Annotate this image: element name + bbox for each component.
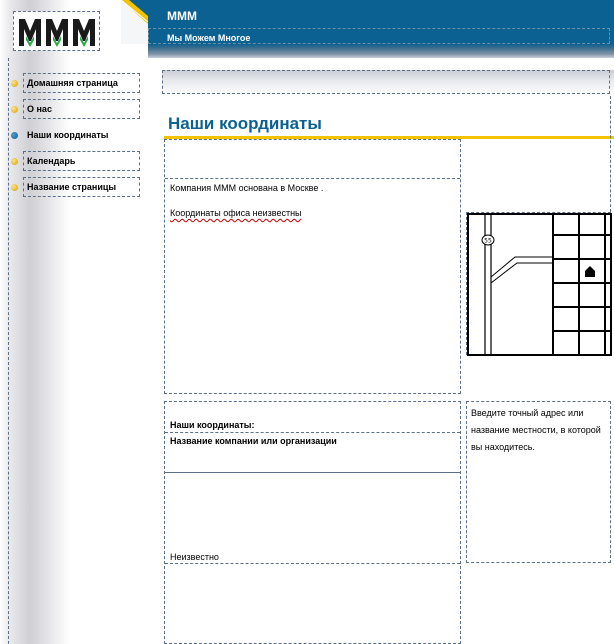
mmm-logo-icon bbox=[18, 16, 98, 48]
address-hint-text: Введите точный адрес или название местности, в которой вы находитесь. bbox=[471, 408, 601, 452]
sidebar-item-page-name[interactable] bbox=[6, 174, 142, 200]
sidebar-item-label[interactable]: Домашняя страница bbox=[23, 73, 140, 93]
sidebar-item-home[interactable] bbox=[6, 70, 142, 96]
contact-heading: Наши координаты: bbox=[170, 420, 255, 430]
site-header bbox=[148, 0, 614, 58]
bullet-icon bbox=[11, 106, 18, 113]
divider bbox=[165, 472, 460, 473]
company-label: Название компании или организации bbox=[170, 436, 337, 446]
map-road-marker: 55 bbox=[484, 237, 492, 245]
divider bbox=[165, 432, 460, 433]
sidebar-item-label[interactable]: Наши координаты bbox=[27, 130, 109, 140]
office-note: Координаты офиса неизвестны bbox=[170, 208, 302, 218]
site-title[interactable]: МММ bbox=[167, 9, 197, 23]
bullet-icon bbox=[11, 158, 18, 165]
header-corner-tab bbox=[121, 0, 148, 44]
company-value: Неизвестно bbox=[170, 552, 219, 562]
sidebar-item-label[interactable]: Название страницы bbox=[23, 177, 140, 197]
site-tagline: Мы Можем Многое bbox=[167, 33, 251, 43]
bullet-icon bbox=[11, 184, 18, 191]
content-box bbox=[164, 139, 461, 394]
sidebar-item-calendar[interactable] bbox=[6, 148, 142, 174]
contact-box bbox=[164, 401, 461, 644]
bullet-icon bbox=[11, 132, 18, 139]
sidebar-item-label[interactable]: О нас bbox=[23, 99, 140, 119]
layout-guide bbox=[610, 96, 612, 212]
sidebar-item-label[interactable]: Календарь bbox=[23, 151, 140, 171]
layout-guide bbox=[162, 70, 610, 94]
page-title: Наши координаты bbox=[168, 114, 322, 133]
site-logo[interactable] bbox=[13, 11, 100, 51]
sidebar-item-about[interactable] bbox=[6, 96, 142, 122]
content-box-header bbox=[165, 140, 460, 179]
map-image[interactable] bbox=[466, 212, 611, 355]
divider bbox=[165, 563, 460, 564]
sidebar-navigation bbox=[6, 70, 142, 200]
sidebar-item-contacts[interactable] bbox=[6, 122, 142, 148]
bullet-icon bbox=[11, 80, 18, 87]
map-icon bbox=[467, 213, 612, 356]
address-hint-box bbox=[466, 401, 611, 563]
intro-text: Компания МММ основана в Москве . bbox=[170, 183, 324, 193]
